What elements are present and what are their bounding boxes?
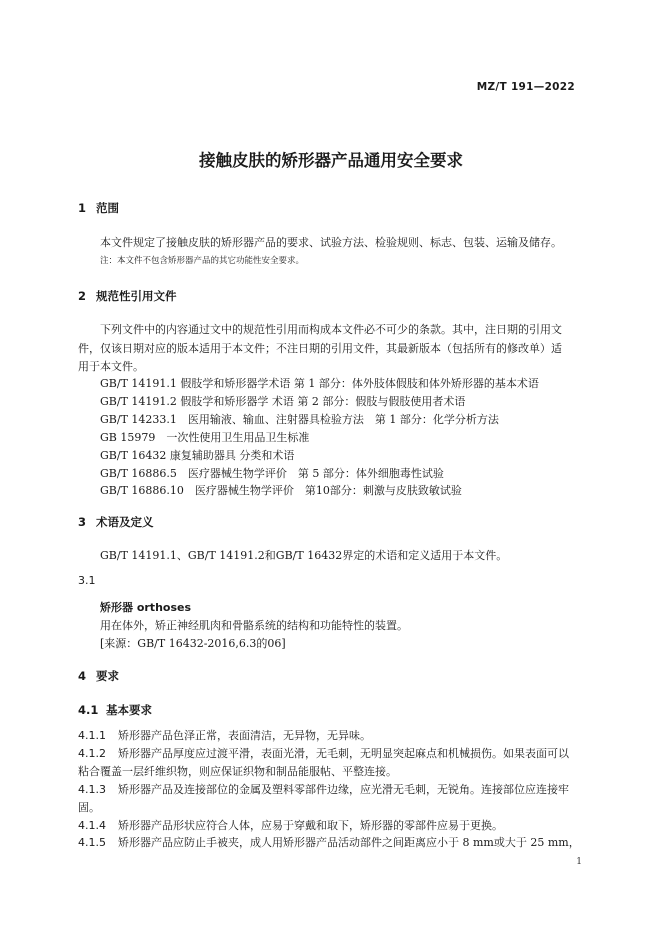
item-text: 矫形器产品及连接部位的金属及塑料零部件边缘，应光滑无毛刺，无锐角。连接部位应连接牢 [118, 783, 569, 796]
item-number: 4.1.4 [78, 819, 106, 832]
scope-note: 注：本文件不包含矫形器产品的其它功能性安全要求。 [100, 256, 305, 266]
document-code: MZ/T 191—2022 [476, 81, 575, 93]
section-title: 术语及定义 [96, 515, 154, 529]
requirement-item [78, 726, 371, 745]
reference-item: GB 15979 一次性使用卫生用品卫生标准 [100, 431, 310, 444]
section-title: 规范性引用文件 [96, 289, 177, 303]
requirement-item [78, 744, 569, 763]
item-number: 4.1.2 [78, 747, 106, 760]
page-number: 1 [576, 857, 582, 867]
reference-item: GB/T 14233.1 医用输液、输血、注射器具检验方法 第 1 部分：化学分析方法 [100, 413, 499, 426]
item-text: 矫形器产品色泽正常，表面清洁，无异物，无异味。 [118, 729, 371, 742]
section-2-heading [78, 288, 177, 304]
term-source: [来源：GB/T 16432-2016,6.3的06] [100, 637, 286, 650]
scope-paragraph: 本文件规定了接触皮肤的矫形器产品的要求、试验方法、检验规则、标志、包装、运输及储存。 [100, 236, 562, 249]
normative-para-line-3: 用于本文件。 [78, 360, 144, 373]
section-number: 4 [78, 669, 87, 683]
section-number: 1 [78, 201, 87, 215]
section-title: 范围 [96, 201, 119, 215]
reference-item: GB/T 16432 康复辅助器具 分类和术语 [100, 449, 295, 462]
section-title: 要求 [96, 669, 119, 683]
section-number: 2 [78, 289, 87, 303]
term-entry: 矫形器 orthoses [100, 601, 192, 614]
section-3-heading [78, 514, 154, 530]
section-4-heading [78, 668, 119, 684]
item-number: 4.1.5 [78, 836, 106, 849]
item-text: 矫形器产品应防止手被夹，成人用矫形器产品活动部件之间距离应小于 8 mm或大于 25 mm， [118, 836, 580, 849]
subsection-number: 4.1 [78, 703, 99, 717]
normative-para-line-2: 件，仅该日期对应的版本适用于本文件；不注日期的引用文件，其最新版本（包括所有的修改单）适 [78, 342, 562, 355]
reference-item: GB/T 16886.10 医疗器械生物学评价 第10部分：刺激与皮肤致敏试验 [100, 484, 462, 497]
requirement-item [78, 780, 569, 799]
section-1-heading [78, 200, 119, 216]
reference-item: GB/T 16886.5 医疗器械生物学评价 第 5 部分：体外细胞毒性试验 [100, 467, 444, 480]
term-definition: 用在体外，矫正神经肌肉和骨骼系统的结构和功能特性的装置。 [100, 619, 408, 632]
item-number: 4.1.1 [78, 729, 106, 742]
item-text: 矫形器产品形状应符合人体，应易于穿戴和取下，矫形器的零部件应易于更换。 [118, 819, 503, 832]
item-number: 4.1.3 [78, 783, 106, 796]
normative-para-line-1: 下列文件中的内容通过文中的规范性引用而构成本文件必不可少的条款。其中，注日期的引用文 [100, 323, 562, 336]
subsection-title: 基本要求 [106, 703, 152, 717]
item-text-continued: 固。 [78, 801, 100, 814]
page-title: 接触皮肤的矫形器产品通用安全要求 [199, 151, 463, 170]
reference-item: GB/T 14191.2 假肢学和矫形器学 术语 第 2 部分：假肢与假肢使用者术语 [100, 395, 466, 408]
terms-paragraph: GB/T 14191.1、GB/T 14191.2和GB/T 16432界定的术语和定义适用于本文件。 [100, 549, 508, 562]
section-number: 3 [78, 515, 87, 529]
item-text-continued: 粘合覆盖一层纤维织物，则应保证织物和制品能服帖、平整连接。 [78, 765, 397, 778]
term-number: 3.1 [78, 574, 96, 587]
item-text: 矫形器产品厚度应过渡平滑，表面光滑，无毛刺，无明显突起麻点和机械损伤。如果表面可以 [118, 747, 569, 760]
subsection-4-1-heading [78, 702, 152, 718]
reference-item: GB/T 14191.1 假肢学和矫形器学术语 第 1 部分：体外肢体假肢和体外矫形器的基本术语 [100, 377, 539, 390]
requirement-item [78, 833, 580, 852]
